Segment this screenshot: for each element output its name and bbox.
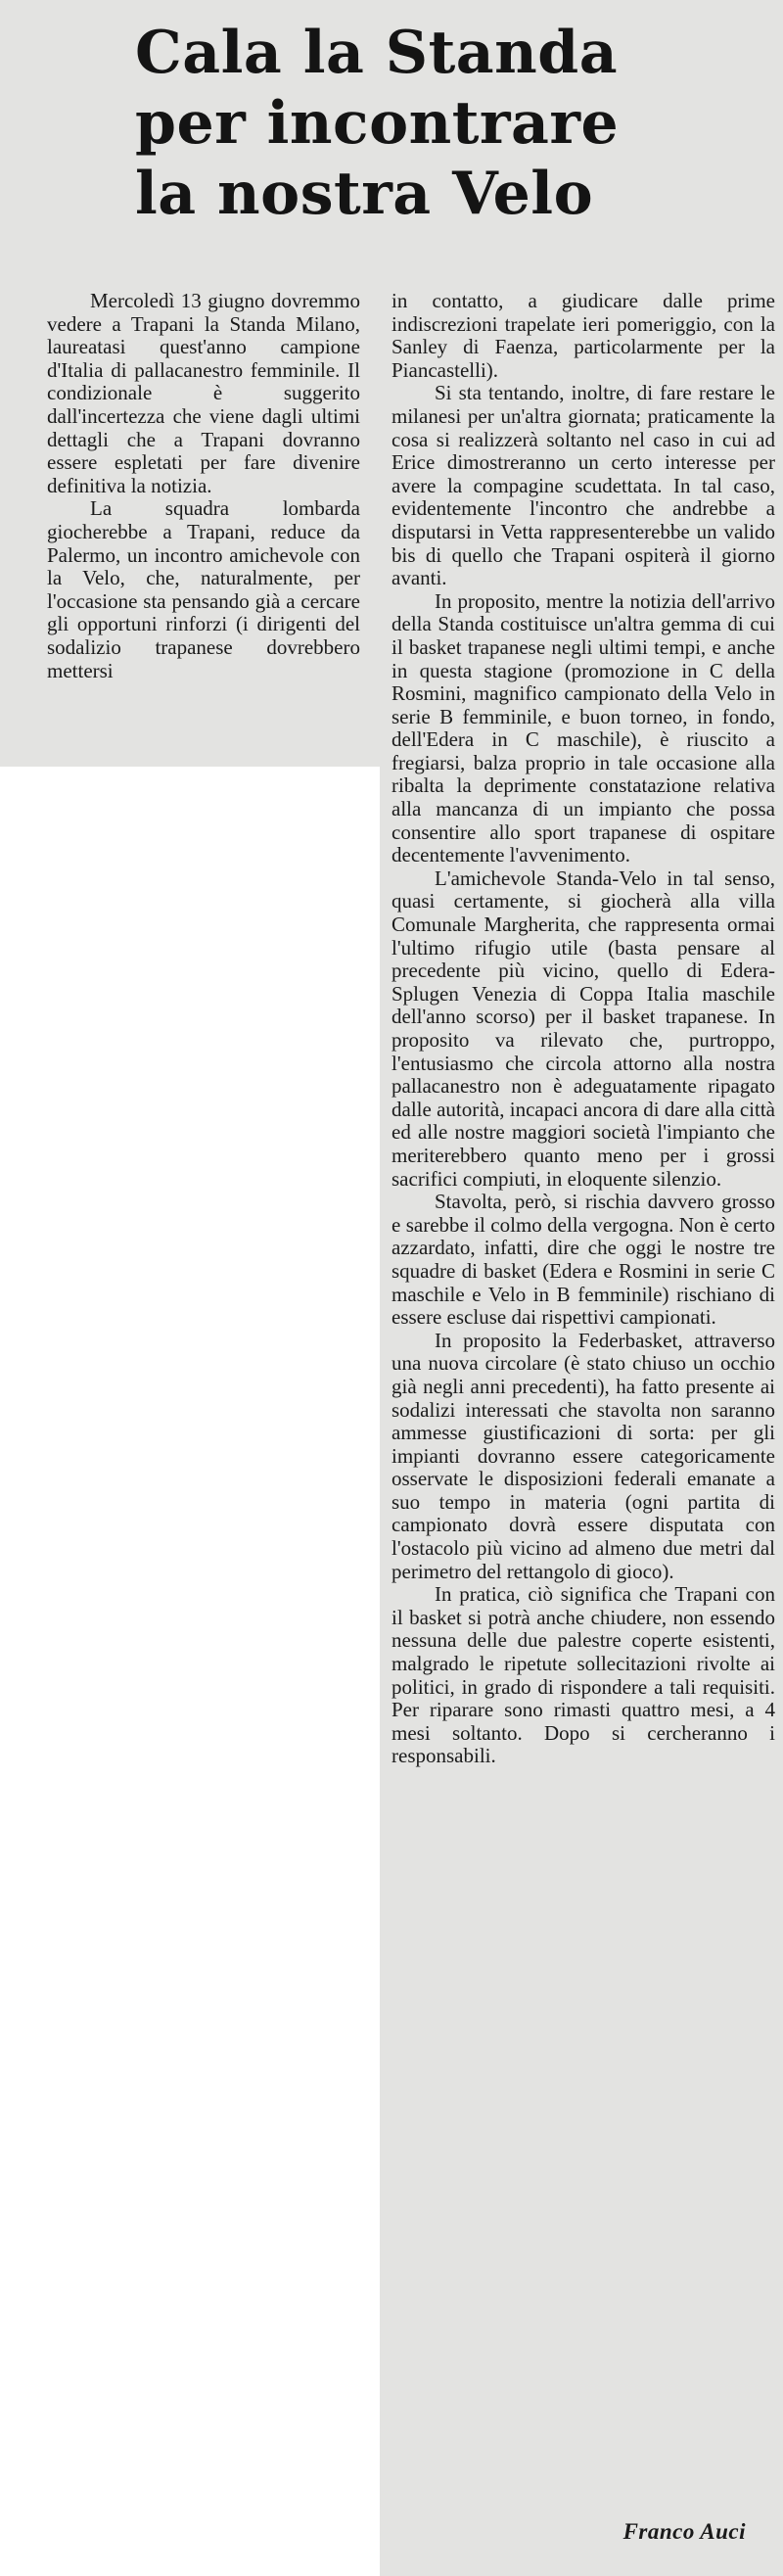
paragraph: In pratica, ciò significa che Trapani con il basket si potrà anche chiudere, non essendo nessuna delle due palestre coperte esistenti, malgrado le ripetute sollecitazioni rivolte ai politici, in grado di rispondere a tali requisiti. Per riparare sono rimasti quattro mesi, a 4 mesi soltanto. Dopo si cercheranno i responsabili. (392, 1582, 775, 1768)
headline-line-1: Cala la Standa (135, 19, 619, 87)
article-column-right (392, 290, 775, 1768)
paragraph-continuation: in contatto, a giudicare dalle prime indiscrezioni trapelate ieri pomeriggio, con la Sanley di Faenza, particolarmente per la Piancastelli). (392, 289, 775, 382)
article-column-left (47, 290, 360, 682)
article-headline (135, 18, 644, 229)
author-byline: Franco Auci (622, 2519, 746, 2544)
paragraph: In proposito, mentre la notizia dell'arrivo della Standa costituisce un'altra gemma di cui il basket trapanese negli ultimi tempi, e anche in questa stagione (promozione in C della Rosmini, magnifico campionato della Velo in serie B femminile, e buon torneo, in fondo, dell'Edera in C maschile), è riuscito a fregiarsi, balza proprio in tale occasione alla ribalta la deprimente constatazione relativa alla mancanza di un impianto che possa consentire allo sport trapanese di ospitare decentemente l'avvenimento. (392, 588, 775, 867)
paragraph: Si sta tentando, inoltre, di fare restare le milanesi per un'altra giornata; praticamente la cosa si realizzerà soltanto nel caso in cui ad Erice dimostreranno un certo interesse per avere la compagine scudettata. In tal caso, evidentemente l'incontro che andrebbe a disputarsi in Vetta rappresenterebbe un valido bis di quello che Trapani ospiterà il giorno avanti. (392, 381, 775, 590)
paragraph: In proposito la Federbasket, attraverso una nuova circolare (è stato chiuso un occhio già negli anni precedenti), ha fatto presente ai sodalizi interessati che stavolta non saranno ammesse giustificazioni di sorta: per gli impianti dovranno essere categoricamente osservate le disposizioni federali emanate a suo tempo in materia (ogni partita di campionato dovrà essere disputata con l'ostacolo più vicino ad almeno due metri dal perimetro del rettangolo di gioco). (392, 1328, 775, 1583)
paragraph: Mercoledì 13 giugno dovremmo vedere a Trapani la Standa Milano, laureatasi quest'anno campione d'Italia di pallacanestro femminile. Il condizionale è suggerito dall'incertezza che viene dagli ultimi dettagli che a Trapani dovranno essere espletati per fare divenire definitiva la notizia. (47, 289, 360, 497)
headline-line-3: la nostra Velo (135, 160, 594, 228)
paragraph: Stavolta, però, si rischia davvero grosso e sarebbe il colmo della vergogna. Non è certo azzardato, infatti, dire che oggi le nostre tre squadre di basket (Edera e Rosmini in serie C maschile e Velo in B femminile) rischiano di essere escluse dai rispettivi campionati. (392, 1190, 775, 1330)
paragraph: L'amichevole Standa-Velo in tal senso, quasi certamente, si giocherà alla villa Comunale Margherita, che rappresenta ormai l'ultimo rifugio utile (basta pensare al precedente più vicino, quello di Edera-Splugen Venezia di Coppa Italia maschile dell'anno scorso) per il basket trapanese. In proposito va rilevato che, purtroppo, l'entusiasmo che circola attorno alla nostra pallacanestro non è adeguatamente ripagato dalle autorità, incapaci ancora di dare alla città ed alle nostre maggiori società l'impianto che meriterebbero quanto meno per i grossi sacrifici compiuti, in eloquente silenzio. (392, 866, 775, 1191)
paragraph: La squadra lombarda giocherebbe a Trapani, reduce da Palermo, un incontro amichevole con la Velo, che, naturalmente, per l'occasione sta pensando già a cercare gli opportuni rinforzi (i dirigenti del sodalizio trapanese dovrebbero mettersi (47, 496, 360, 682)
headline-line-2: per incontrare (135, 89, 620, 158)
